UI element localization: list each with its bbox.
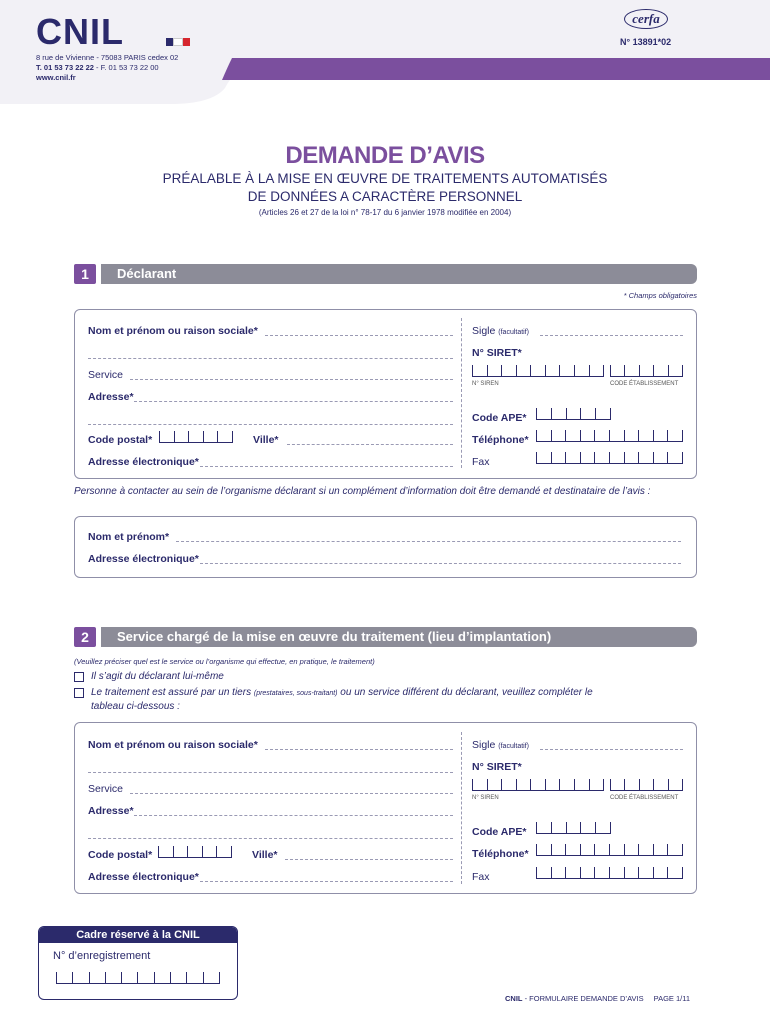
input-telephone[interactable]	[536, 430, 683, 442]
input-adresse-line2[interactable]	[88, 424, 453, 425]
label-service: Service	[88, 369, 124, 381]
option-tiers-line2: tableau ci-dessous :	[91, 701, 180, 712]
label-adresse: Adresse*	[88, 391, 134, 403]
s2-input-telephone[interactable]	[536, 844, 683, 856]
s2-input-ville[interactable]	[285, 859, 453, 860]
contact-note: Personne à contacter au sein de l’organisme déclarant si un complément d’information doit être demandé et destinataire de l’avis :	[74, 486, 651, 497]
section-title-1: Déclarant	[101, 264, 697, 284]
cerfa-logo: cerfa	[624, 9, 668, 29]
label-code-ape: Code APE*	[472, 412, 527, 424]
header-address: 8 rue de Vivienne - 75083 PARIS cedex 02	[36, 53, 179, 62]
logo-flag	[166, 38, 190, 46]
s2-label-siret: N° SIRET*	[472, 761, 522, 773]
legal-reference: (Articles 26 et 27 de la loi n° 78-17 du 6 janvier 1978 modifiée en 2004)	[258, 208, 512, 217]
label-sigle: Sigle (facultatif)	[472, 325, 530, 337]
input-registration-number[interactable]	[56, 972, 220, 984]
input-service[interactable]	[130, 379, 453, 380]
input-code-postal[interactable]	[159, 431, 233, 443]
s2-label-adresse: Adresse*	[88, 805, 134, 817]
input-nom-line2[interactable]	[88, 358, 453, 359]
input-email[interactable]	[200, 466, 453, 467]
cnil-reserved-title: Cadre réservé à la CNIL	[39, 927, 237, 943]
page-title: DEMANDE D’AVIS	[285, 142, 485, 169]
caption-siren: N° SIREN	[472, 381, 499, 387]
checkbox-declarant-lui-meme[interactable]	[74, 672, 84, 682]
s2-label-service: Service	[88, 783, 124, 795]
subtitle-line2: DE DONNÉES A CARACTÈRE PERSONNEL	[247, 189, 523, 204]
label-contact-nom: Nom et prénom*	[88, 531, 170, 543]
section-number-1: 1	[74, 264, 96, 284]
cnil-logo: CNIL	[36, 11, 124, 52]
input-sigle[interactable]	[540, 335, 683, 336]
label-email: Adresse électronique*	[88, 456, 199, 468]
s2-input-siren[interactable]	[472, 779, 604, 791]
s2-input-email[interactable]	[200, 881, 453, 882]
s2-label-email: Adresse électronique*	[88, 871, 199, 883]
input-fax[interactable]	[536, 452, 683, 464]
s2-input-nom-line2[interactable]	[88, 772, 453, 773]
checkbox-tiers[interactable]	[74, 688, 84, 698]
option-declarant-lui-meme: Il s’agit du déclarant lui-même	[91, 671, 224, 682]
input-contact-email[interactable]	[200, 563, 681, 564]
label-siret: N° SIRET*	[472, 347, 522, 359]
page-footer: CNIL - FORMULAIRE DEMANDE D’AVIS PAGE 1/11	[505, 994, 691, 1003]
s2-caption-siren: N° SIREN	[472, 795, 499, 801]
label-ville: Ville*	[253, 434, 279, 446]
s2-caption-code-etablissement: CODE ÉTABLISSEMENT	[610, 795, 679, 801]
s2-label-code-ape: Code APE*	[472, 826, 527, 838]
s2-label-fax: Fax	[472, 871, 490, 883]
s2-label-telephone: Téléphone*	[472, 848, 529, 860]
input-ville[interactable]	[287, 444, 453, 445]
label-nom: Nom et prénom ou raison sociale*	[88, 325, 258, 337]
contact-panel	[74, 516, 697, 578]
input-siren[interactable]	[472, 365, 604, 377]
s2-input-adresse[interactable]	[134, 815, 453, 816]
s2-input-fax[interactable]	[536, 867, 683, 879]
required-note: * Champs obligatoires	[623, 291, 697, 300]
registration-label: N° d’enregistrement	[53, 950, 151, 962]
label-contact-email: Adresse électronique*	[88, 553, 199, 565]
caption-code-etablissement: CODE ÉTABLISSEMENT	[610, 381, 679, 387]
panel-divider	[461, 318, 462, 468]
panel2-divider	[461, 732, 462, 884]
s2-label-nom: Nom et prénom ou raison sociale*	[88, 739, 258, 751]
s2-input-code-ape[interactable]	[536, 822, 611, 834]
s2-input-adresse-line2[interactable]	[88, 838, 453, 839]
subtitle-line1: PRÉALABLE À LA MISE EN ŒUVRE DE TRAITEMENTS AUTOMATISÉS	[162, 171, 608, 186]
cnil-reserved-box	[38, 926, 238, 1000]
form-number: N° 13891*02	[620, 37, 672, 47]
s2-label-ville: Ville*	[252, 849, 278, 861]
input-adresse[interactable]	[134, 401, 453, 402]
option-tiers: Le traitement est assuré par un tiers (prestataires, sous-traitant) ou un service différent du déclarant, veuillez compléter le	[91, 687, 593, 698]
s2-input-service[interactable]	[130, 793, 453, 794]
input-contact-nom[interactable]	[176, 541, 681, 542]
label-fax: Fax	[472, 456, 490, 468]
input-nom[interactable]	[265, 335, 453, 336]
label-code-postal: Code postal*	[88, 434, 153, 446]
section2-note: (Veuillez préciser quel est le service ou l’organisme qui effectue, en pratique, le traitement)	[74, 657, 375, 666]
input-code-etablissement[interactable]	[610, 365, 683, 377]
s2-input-nom[interactable]	[265, 749, 453, 750]
s2-label-code-postal: Code postal*	[88, 849, 153, 861]
s2-input-code-postal[interactable]	[158, 846, 232, 858]
s2-input-sigle[interactable]	[540, 749, 683, 750]
section-number-2: 2	[74, 627, 96, 647]
section-title-2: Service chargé de la mise en œuvre du traitement (lieu d’implantation)	[101, 627, 697, 647]
header-phone: T. 01 53 73 22 22 - F. 01 53 73 22 00	[36, 63, 159, 72]
s2-input-code-etablissement[interactable]	[610, 779, 683, 791]
label-telephone: Téléphone*	[472, 434, 529, 446]
input-code-ape[interactable]	[536, 408, 611, 420]
header-website: www.cnil.fr	[36, 73, 76, 82]
s2-label-sigle: Sigle (facultatif)	[472, 739, 530, 751]
